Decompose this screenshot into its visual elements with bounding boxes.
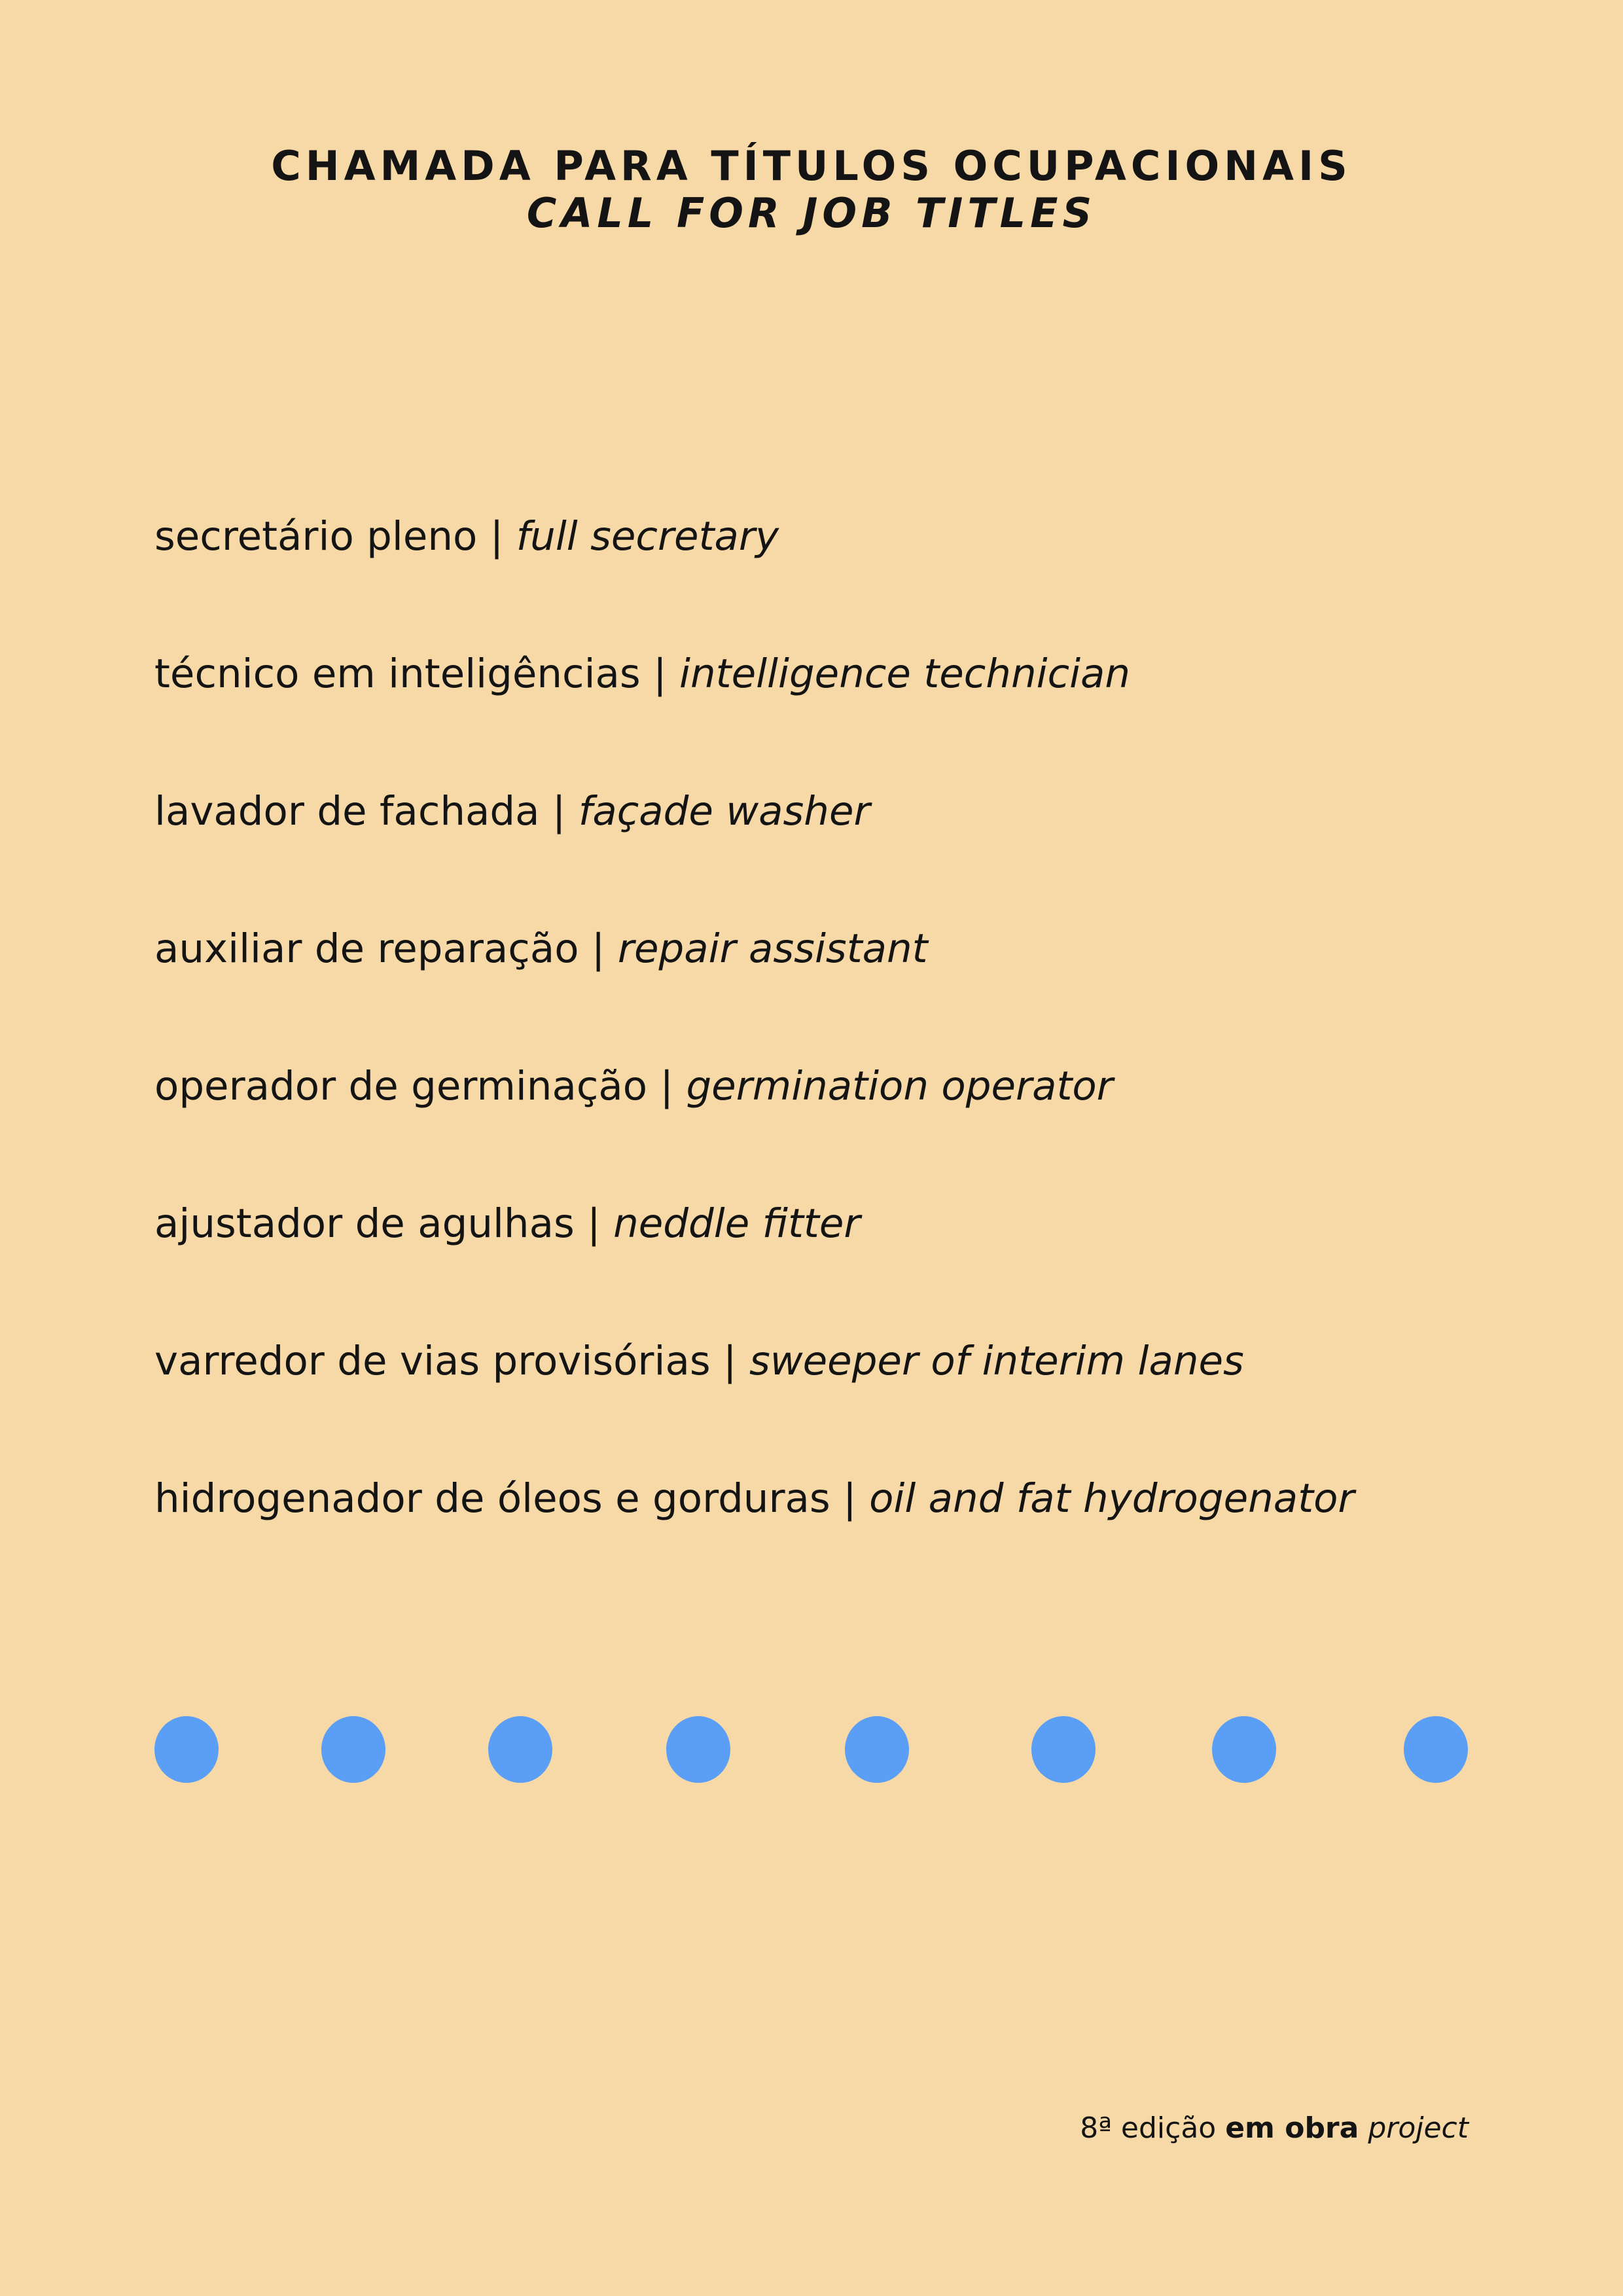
job-title-pt: hidrogenador de óleos e gorduras (154, 1475, 830, 1522)
footer-project-name: em obra (1225, 2111, 1359, 2145)
footer-credit (1080, 2109, 1469, 2148)
list-item (154, 1466, 1354, 1604)
separator: | (830, 1475, 870, 1522)
job-title-pt: secretário pleno (154, 513, 478, 560)
job-title-en: full secretary (516, 513, 779, 560)
dot-marker (666, 1716, 730, 1783)
dot-marker (845, 1716, 909, 1783)
job-title-pt: lavador de fachada (154, 788, 540, 834)
footer-edition: 8ª edição (1080, 2111, 1226, 2145)
job-title-en: neddle fitter (613, 1200, 861, 1247)
list-item (154, 641, 1354, 779)
footer-suffix: project (1359, 2111, 1469, 2145)
dot-marker (1031, 1716, 1096, 1783)
job-title-pt: técnico em inteligências (154, 651, 641, 697)
job-title-en: repair assistant (617, 925, 928, 972)
job-title-pt: ajustador de agulhas (154, 1200, 575, 1247)
list-item (154, 916, 1354, 1054)
job-title-en: oil and fat hydrogenator (869, 1475, 1355, 1522)
separator: | (574, 1200, 614, 1247)
separator: | (539, 788, 579, 834)
title-english: CALL FOR JOB TITLES (526, 189, 1097, 237)
job-title-en: sweeper of interim lanes (749, 1338, 1244, 1384)
dot-marker (488, 1716, 552, 1783)
job-title-pt: varredor de vias provisórias (154, 1338, 711, 1384)
list-item (154, 1054, 1354, 1191)
dot-marker (154, 1716, 219, 1783)
list-item (154, 1329, 1354, 1466)
list-item (154, 504, 1354, 641)
job-title-pt: auxiliar de reparação (154, 925, 579, 972)
page-header (0, 143, 1623, 237)
list-item (154, 1191, 1354, 1329)
separator: | (710, 1338, 749, 1384)
job-title-list (154, 504, 1354, 1604)
dot-marker (321, 1716, 385, 1783)
separator: | (640, 651, 680, 697)
dot-row (0, 1716, 1623, 1783)
title-portuguese: CHAMADA PARA TÍTULOS OCUPACIONAIS (271, 142, 1352, 190)
job-title-en: intelligence technician (679, 651, 1131, 697)
job-title-en: germination operator (686, 1063, 1113, 1109)
dot-marker (1404, 1716, 1468, 1783)
separator: | (647, 1063, 687, 1109)
separator: | (579, 925, 618, 972)
dot-marker (1212, 1716, 1276, 1783)
job-title-en: façade washer (578, 788, 870, 834)
list-item (154, 779, 1354, 916)
job-title-pt: operador de germinação (154, 1063, 648, 1109)
separator: | (477, 513, 516, 560)
